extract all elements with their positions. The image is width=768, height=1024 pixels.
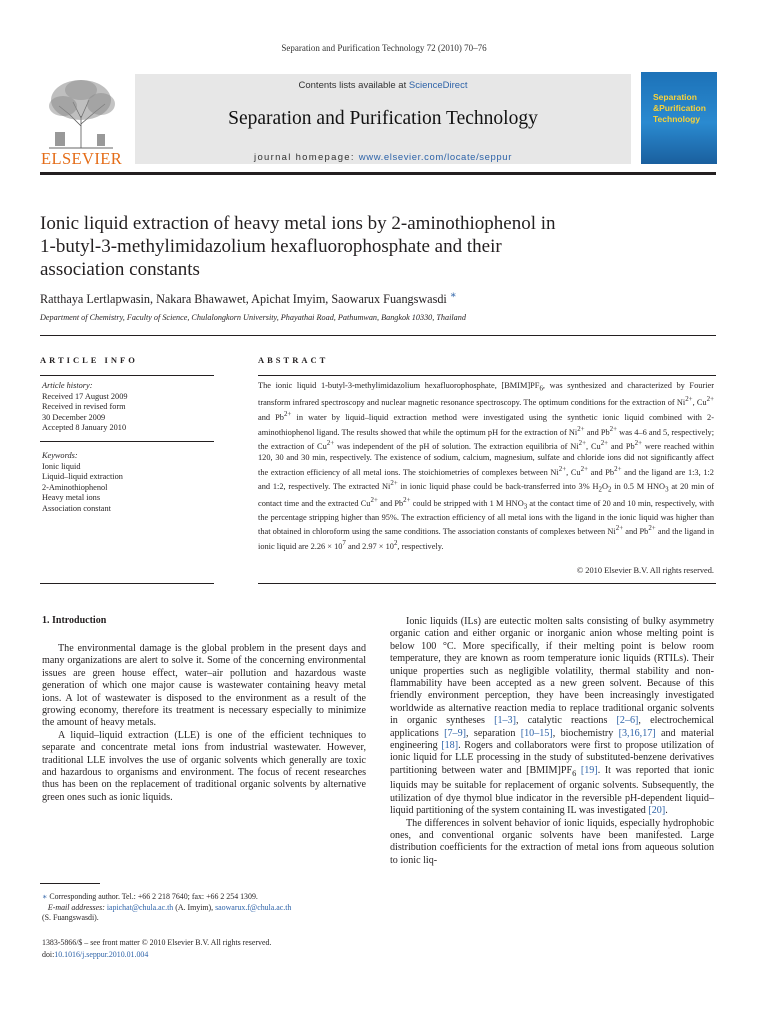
citation-link[interactable]: [18] — [441, 740, 459, 752]
homepage-link[interactable]: www.elsevier.com/locate/seppur — [358, 152, 512, 163]
citation-link[interactable]: [20] — [648, 805, 666, 817]
footnote-rule — [40, 883, 100, 884]
abstract-bottom-rule — [258, 583, 716, 584]
body-column-left — [42, 643, 366, 804]
paragraph: A liquid–liquid extraction (LLE) is one of the efficient techniques to separate and concentrate metal ions from industrial wastewater. However, traditional LLE involves the use of organic solvents which generally are toxic and hazardous to organisms and environment. The focus of recent researches thus has been on the replacement of traditional organic solvents by alternative green ones such as ionic liquids. — [42, 729, 366, 803]
cover-line-2: &Purification — [653, 103, 706, 113]
author-list — [40, 290, 680, 307]
citation-link[interactable]: [19] — [580, 764, 598, 776]
email-link[interactable]: iapichat@chula.ac.th — [106, 902, 174, 912]
authors-text: Ratthaya Lertlapwasin, Nakara Bhawawet, Apichat Imyim, Saowarux Fuangswasdi — [40, 292, 447, 307]
section-heading-introduction: 1. Introduction — [42, 615, 107, 626]
body-column-right — [390, 616, 714, 867]
footnote-star: ∗ — [42, 892, 48, 901]
paragraph: The environmental damage is the global problem in the present days and many organizations are alert to solve it. Some of the concerning environmental issues are green house effect, water–air pollution and hazardous waste generation of which one major cause is wastewater containing heavy metal ions. A lot of wastewater is disposed to the environment as a result of the growing economy, therefore its treatment is necessary especially to minimize the amount of heavy metals. — [42, 643, 366, 729]
title-line-3: association constants — [40, 259, 200, 280]
journal-homepage — [135, 152, 631, 163]
citation-link[interactable]: [2–6] — [616, 715, 639, 727]
affiliation-rule — [40, 335, 716, 336]
corresponding-author-footnote: ∗ Corresponding author. Tel.: +66 2 218 7640; fax: +66 2 254 1309. E-mail addresses: iapichat@chula.ac.th (A. Imyim), saowarux.f@chula.ac.th (S. Fuangswasdi). — [42, 892, 292, 922]
keyword: Ionic liquid — [42, 461, 81, 471]
paragraph: The differences in solvent behavior of ionic liquids, especially hydrophobic ones, and conventional organic solvents have been manifested. Large distribution coefficients for the extraction of metal ions from aqueous solution to ionic liq- — [390, 817, 714, 866]
article-info-heading: ARTICLE INFO — [40, 355, 138, 365]
homepage-prefix: journal homepage: — [254, 152, 355, 163]
article-title — [40, 212, 680, 281]
article-info-rule — [40, 375, 214, 376]
keywords-label: Keywords: — [42, 451, 78, 460]
title-line-1: Ionic liquid extraction of heavy metal ions by 2-aminothiophenol in — [40, 213, 556, 234]
journal-title: Separation and Purification Technology — [228, 108, 538, 129]
keyword: 2-Aminothiophenol — [42, 482, 108, 492]
issn-doi-block: 1383-5866/$ – see front matter © 2010 Elsevier B.V. All rights reserved. doi:10.1016/j.seppur.2010.01.004 — [42, 937, 366, 960]
sciencedirect-link[interactable]: ScienceDirect — [408, 80, 468, 91]
revised-date: 30 December 2009 — [42, 412, 106, 422]
abstract-text: The ionic liquid 1-butyl-3-methylimidazolium hexafluorophosphate, $[BMIM]PF_6$, was synthesized and characterized by Fourier transform infrared spectroscopy and nuclear magnetic resonance spectroscopy. The optimum conditions for the extraction of $Ni^{2+}$, $Cu^{2+}$ and $Pb^{2+}$ in water by liquid–liquid extraction method were investigated using the synthetic ionic liquid combined with 2-aminothiophenol ligand. The results showed that while the optimum pH for the extraction of $Ni^{2+}$ and $Pb^{2+}$ was 4–6 and 5, respectively; the extraction of $Cu^{2+}$ was independent of the pH of solution. The extraction equilibria of $Ni^{2+}$, $Cu^{2+}$ and $Pb^{2+}$ were reached within 120, 30 and 30 min, respectively. The existence of sodium, calcium, magnesium, sulfate and chloride ions did not significantly affect the extraction efficiency of all metal ions. The stoichiometries of complexes between $Ni^{2+}$, $Cu^{2+}$ and $Pb^{2+}$ and the ligand are 1:3, 1:2 and 1:2, respectively. The extracted $Ni^{2+}$ in ionic liquid phase could be back-transferred into 3% $H_2O_2$ in 0.5 M $HNO_3$ at 20 min of contact time and the extracted $Cu^{2+}$ and $Pb^{2+}$ could be stripped with 1 M $HNO_3$ at the contact time of 20 and 10 min, respectively, with the percentage stripping higher than 95%. The extraction efficiency of all metal ions with the ligand in the ionic liquid was higher than that obtained in chloroform using the same conditions. The association constants of complexes between $Ni^{2+}$ and $Pb^{2+}$ and the ligand in ionic liquid are $2.26 \times 10^7$ and $2.97 \times 10^2$, respectively. — [258, 381, 715, 551]
revised-label: Received in revised form — [42, 402, 126, 411]
abstract-rule — [258, 375, 716, 376]
keywords — [42, 451, 214, 514]
abstract-copyright: © 2010 Elsevier B.V. All rights reserved. — [576, 566, 714, 575]
front-matter-line: 1383-5866/$ – see front matter © 2010 Elsevier B.V. All rights reserved. — [42, 938, 272, 947]
cover-line-1: Separation — [653, 92, 697, 102]
citation-link[interactable]: [7–9] — [444, 727, 467, 739]
keyword: Heavy metal ions — [42, 493, 101, 502]
citation-link[interactable]: [10–15] — [520, 727, 553, 739]
citation-link[interactable]: [3,16,17] — [618, 727, 656, 739]
article-info-divider — [40, 441, 214, 442]
history-label: Article history: — [42, 381, 93, 390]
contents-prefix: Contents lists available at — [298, 80, 407, 91]
contents-availability — [135, 80, 631, 91]
article-history — [42, 381, 214, 434]
paragraph: Ionic liquids (ILs) are eutectic molten salts consisting of bulky asymmetry organic cation and either organic or inorganic anion whose melting point is below 100 °C. More specifically, if their melting point is below room temperature, they are known as room temperature ionic liquids (RTILs). Their unique properties such as negligible volatility, thermal stability and non-flammability have been accepted as a new green solvent. Because of this friendly environment perception, they have been increasingly investigated worldwide as alternative reaction media to replace traditional organic solvents in organic syntheses [1–3], catalytic reactions [2–6], electrochemical applications [7–9], separation [10–15], biochemistry [3,16,17] and material engineering [18]. Rogers and collaborators were first to propose utilization of ionic liquid for LLE processing in the study of substituted-benzene derivatives partitioning between water and $[BMIM]PF_6$ [19]. It was reported that ionic liquids may be suitable for replacement of organic solvents. Subsequently, the utilization of dye thymol blue indicator in the reversible pH-dependent liquid–liquid partitioning of the system containing IL was investigated [20]. — [390, 616, 715, 817]
abstract-heading: ABSTRACT — [258, 355, 329, 365]
header-rule — [40, 172, 716, 175]
affiliation: Department of Chemistry, Faculty of Science, Chulalongkorn University, Phayathai Road, Pathumwan, Bangkok 10330, Thailand — [40, 313, 466, 322]
article-info-bottom-rule — [40, 583, 214, 584]
title-line-2: 1-butyl-3-methylimidazolium hexafluorophosphate and their — [40, 236, 502, 257]
elsevier-wordmark: ELSEVIER — [41, 149, 123, 168]
accepted-date: Accepted 8 January 2010 — [42, 423, 127, 432]
corresponding-author-mark[interactable]: ∗ — [449, 290, 457, 301]
keyword: Association constant — [42, 503, 111, 513]
journal-reference: Separation and Purification Technology 72 (2010) 70–76 — [281, 43, 487, 53]
received-date: Received 17 August 2009 — [42, 391, 128, 401]
journal-cover-title — [653, 92, 715, 125]
email-link[interactable]: saowarux.f@chula.ac.th — [215, 902, 292, 912]
keyword: Liquid–liquid extraction — [42, 472, 123, 481]
citation-link[interactable]: [1–3] — [494, 715, 516, 727]
doi-link[interactable]: 10.1016/j.seppur.2010.01.004 — [54, 949, 149, 959]
cover-line-3: Technology — [653, 114, 701, 124]
